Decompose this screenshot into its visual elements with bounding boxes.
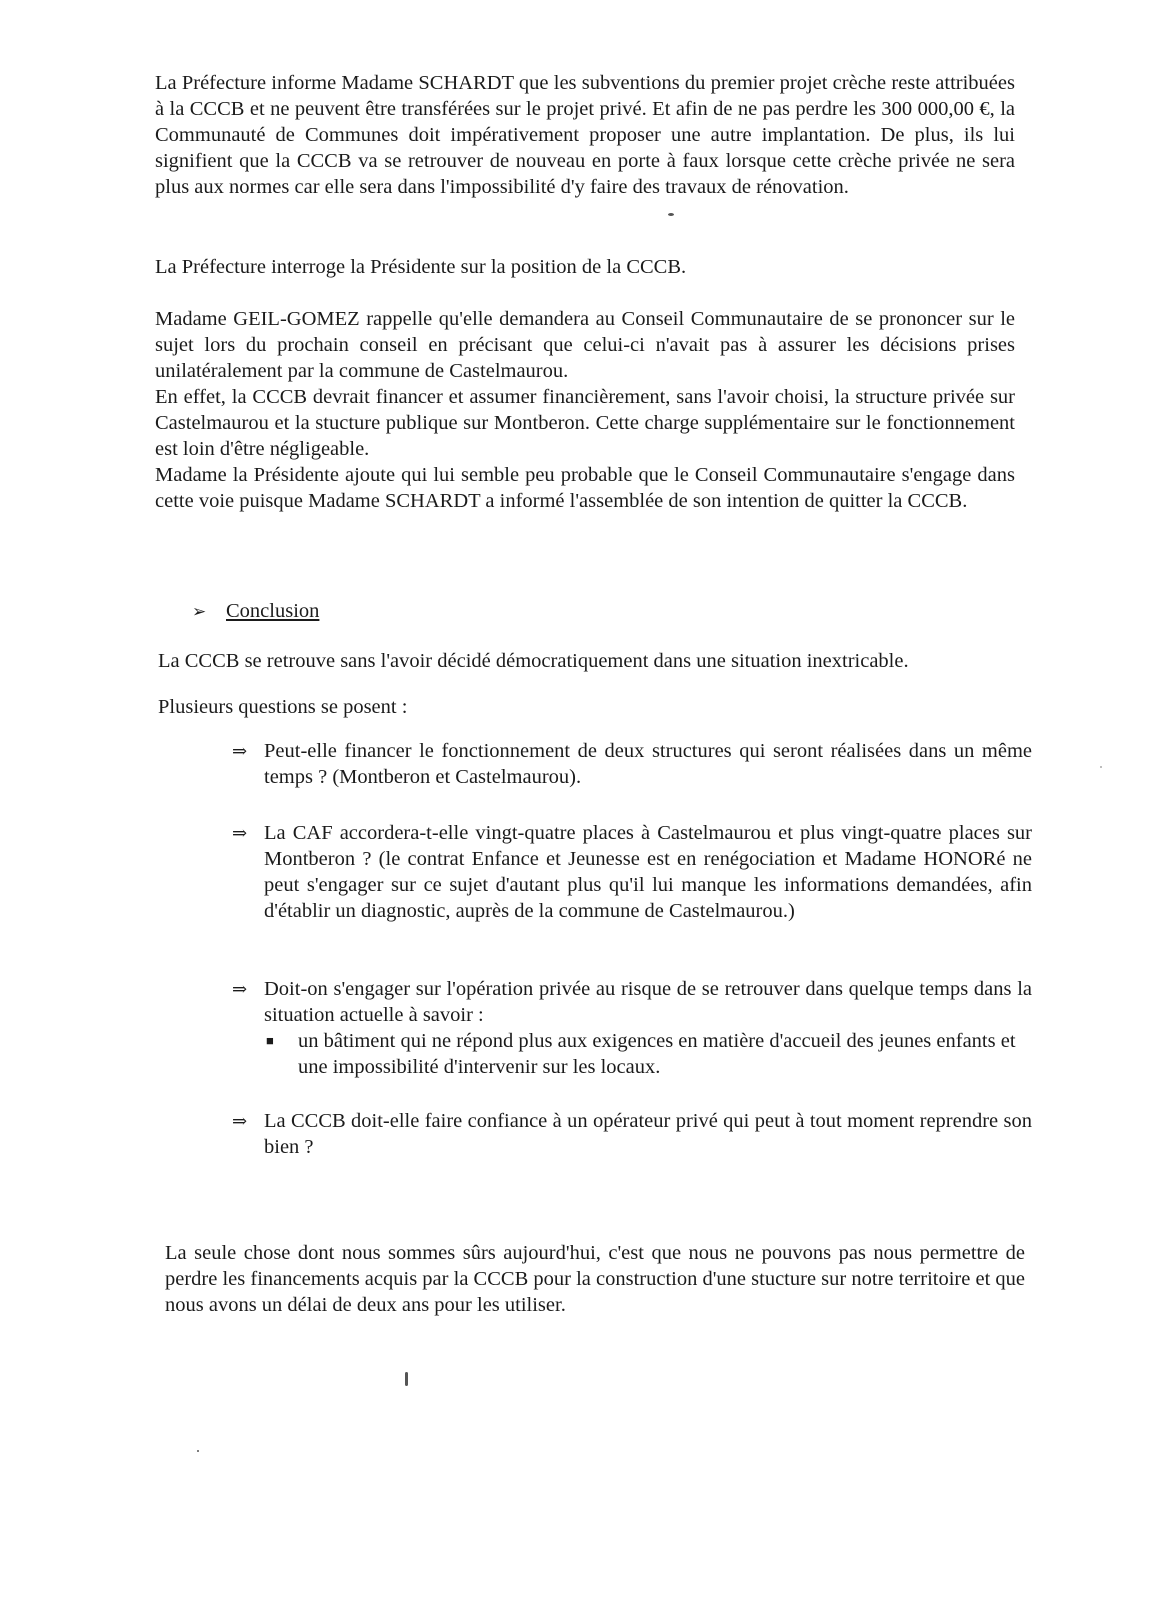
sub-bullet-text: un bâtiment qui ne répond plus aux exigences en matière d'accueil des jeunes enfants et une impossibilité d'intervenir sur les locaux. [298, 1030, 1016, 1078]
conclusion-heading [192, 598, 319, 625]
sub-bullet-item [266, 1028, 1032, 1080]
double-arrow-icon: ⇒ [232, 823, 248, 843]
paragraph-situation-inextricable: La CCCB se retrouve sans l'avoir décidé démocratiquement dans une situation inextricable. [158, 650, 909, 672]
question-text: La CAF accordera-t-elle vingt-quatre places à Castelmaurou et plus vingt-quatre places sur Montberon ? (le contrat Enfance et Jeunesse est en renégociation et Madame HONORé ne peut s'engager sur ce sujet d'autant plus qu'il lui manque les informations demandées, afin d'établir un diagnostic, auprès de la commune de Castelmaurou.) [264, 822, 1032, 922]
double-arrow-icon: ⇒ [232, 741, 248, 761]
double-arrow-icon: ⇒ [232, 1111, 248, 1131]
scan-speck [668, 213, 674, 216]
paragraph-geil-gomez: Madame GEIL-GOMEZ rappelle qu'elle demandera au Conseil Communautaire de se prononcer sur le sujet lors du prochain conseil en précisant que celui-ci n'avait pas à assurer les décisions prises unilatéralement par la commune de Castelmaurou. [155, 308, 1015, 382]
paragraph-seule-chose: La seule chose dont nous sommes sûrs aujourd'hui, c'est que nous ne pouvons pas nous permettre de perdre les financements acquis par la CCCB pour la construction d'une stucture sur notre territoire et que nous avons un délai de deux ans pour les utiliser. [165, 1242, 1025, 1316]
paragraph-presidente-ajoute: Madame la Présidente ajoute qui lui semble peu probable que le Conseil Communautaire s'engage dans cette voie puisque Madame SCHARDT a informé l'assemblée de son intention de quitter la CCCB. [155, 464, 1015, 512]
question-item [232, 1108, 1032, 1160]
scan-speck [197, 1450, 199, 1452]
paragraph-questions-intro: Plusieurs questions se posent : [158, 696, 408, 718]
question-text: Doit-on s'engager sur l'opération privée au risque de se retrouver dans quelque temps dans la situation actuelle à savoir : [264, 978, 1032, 1026]
question-item [232, 738, 1032, 790]
paragraph-prefecture-informe: La Préfecture informe Madame SCHARDT que les subventions du premier projet crèche reste attribuées à la CCCB et ne peuvent être transférées sur le projet privé. Et afin de ne pas perdre les 300 000,00 €, la Communauté de Communes doit impérativement proposer une autre implantation. De plus, ils lui signifient que la CCCB va se retrouver de nouveau en porte à faux lorsque cette crèche privée ne sera plus aux normes car elle sera dans l'impossibilité d'y faire des travaux de rénovation. [155, 72, 1015, 198]
paragraph-en-effet: En effet, la CCCB devrait financer et assumer financièrement, sans l'avoir choisi, la structure privée sur Castelmaurou et la stucture publique sur Montberon. Cette charge supplémentaire sur le fonctionnement est loin d'être négligeable. [155, 386, 1015, 460]
scan-speck [405, 1372, 408, 1386]
question-item [232, 820, 1032, 924]
paragraph-prefecture-interroge: La Préfecture interroge la Présidente sur la position de la CCCB. [155, 256, 687, 278]
arrow-bullet-icon: ➢ [192, 602, 207, 621]
conclusion-heading-label: Conclusion [226, 600, 320, 622]
question-text: Peut-elle financer le fonctionnement de deux structures qui seront réalisées dans un même temps ? (Montberon et Castelmaurou). [264, 740, 1032, 788]
double-arrow-icon: ⇒ [232, 979, 248, 999]
square-bullet-icon: ■ [266, 1033, 274, 1048]
question-text: La CCCB doit-elle faire confiance à un opérateur privé qui peut à tout moment reprendre son bien ? [264, 1110, 1032, 1158]
scan-speck [1100, 766, 1102, 768]
question-item [232, 976, 1032, 1080]
